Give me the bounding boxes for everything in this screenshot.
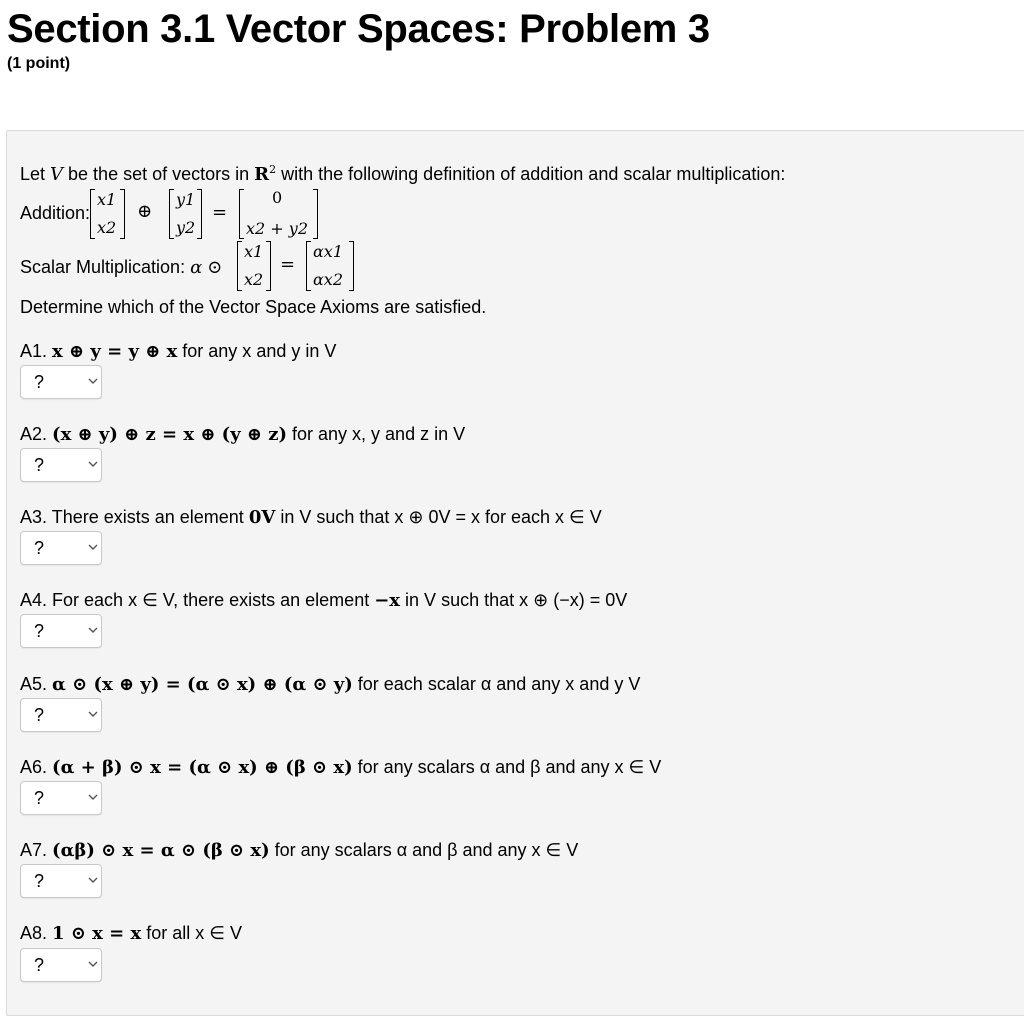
chevron-down-icon (87, 541, 99, 553)
axiom-a5-select[interactable]: ? (20, 698, 102, 732)
points-label: (1 point) (7, 55, 71, 72)
axiom-a8-select[interactable]: ? (20, 948, 102, 982)
page-title: Section 3.1 Vector Spaces: Problem 3 (7, 7, 710, 51)
chevron-down-icon (87, 458, 99, 470)
matrix-entry: x1 (97, 190, 117, 209)
matrix-entry: x2 (97, 218, 117, 237)
axiom-a3-statement: A3. There exists an element 0V in V such that x ⊕ 0V = x for each x ∈ V (20, 507, 602, 528)
chevron-down-icon (87, 958, 99, 970)
axiom-a7-select[interactable]: ? (20, 864, 102, 898)
axiom-a6-select[interactable]: ? (20, 781, 102, 815)
chevron-down-icon (87, 708, 99, 720)
equals-symbol: = (212, 202, 228, 223)
matrix-entry: x2 (244, 270, 264, 289)
chevron-down-icon (87, 375, 99, 387)
axiom-a1-statement: A1. x ⊕ y = y ⊕ x for any x and y in V (20, 341, 337, 362)
axiom-a4-select[interactable]: ? (20, 614, 102, 648)
axiom-a4-statement: A4. For each x ∈ V, there exists an element −x in V such that x ⊕ (−x) = 0V (20, 590, 628, 611)
chevron-down-icon (87, 874, 99, 886)
axiom-a2-select[interactable]: ? (20, 448, 102, 482)
axiom-a7-statement: A7. (αβ) ⊙ x = α ⊙ (β ⊙ x) for any scalars α and β and any x ∈ V (20, 840, 579, 861)
axiom-a1-select[interactable]: ? (20, 365, 102, 399)
axiom-a5-statement: A5. α ⊙ (x ⊕ y) = (α ⊙ x) ⊕ (α ⊙ y) for each scalar α and any x and y V (20, 674, 641, 695)
chevron-down-icon (87, 624, 99, 636)
intro-text: Let V be the set of vectors in $R^2$ with the following definition of addition and scalar multiplication: (20, 163, 786, 185)
axiom-a6-statement: A6. (α + β) ⊙ x = (α ⊙ x) ⊕ (β ⊙ x) for any scalars α and β and any x ∈ V (20, 757, 662, 778)
instructions-text: Determine which of the Vector Space Axioms are satisfied. (20, 297, 487, 317)
matrix-entry: 0 (272, 188, 283, 207)
scalar-label: Scalar Multiplication: α ⊙ (20, 257, 223, 278)
matrix-entry: y2 (176, 218, 196, 237)
chevron-down-icon (87, 791, 99, 803)
axiom-a2-statement: A2. (x ⊕ y) ⊕ z = x ⊕ (y ⊕ z) for any x, y and z in V (20, 424, 466, 445)
matrix-entry: αx1 (313, 242, 344, 261)
axiom-a3-select[interactable]: ? (20, 531, 102, 565)
oplus-symbol: ⊕ (137, 201, 153, 222)
matrix-entry: x2 + y2 (246, 219, 308, 238)
equals-symbol: = (280, 254, 296, 275)
axiom-a8-statement: A8. 1 ⊙ x = x for all x ∈ V (20, 923, 242, 944)
matrix-entry: αx2 (313, 270, 344, 289)
problem-panel (6, 130, 1024, 1016)
addition-label: Addition: (20, 203, 91, 223)
matrix-entry: y1 (176, 190, 196, 209)
matrix-entry: x1 (244, 242, 264, 261)
